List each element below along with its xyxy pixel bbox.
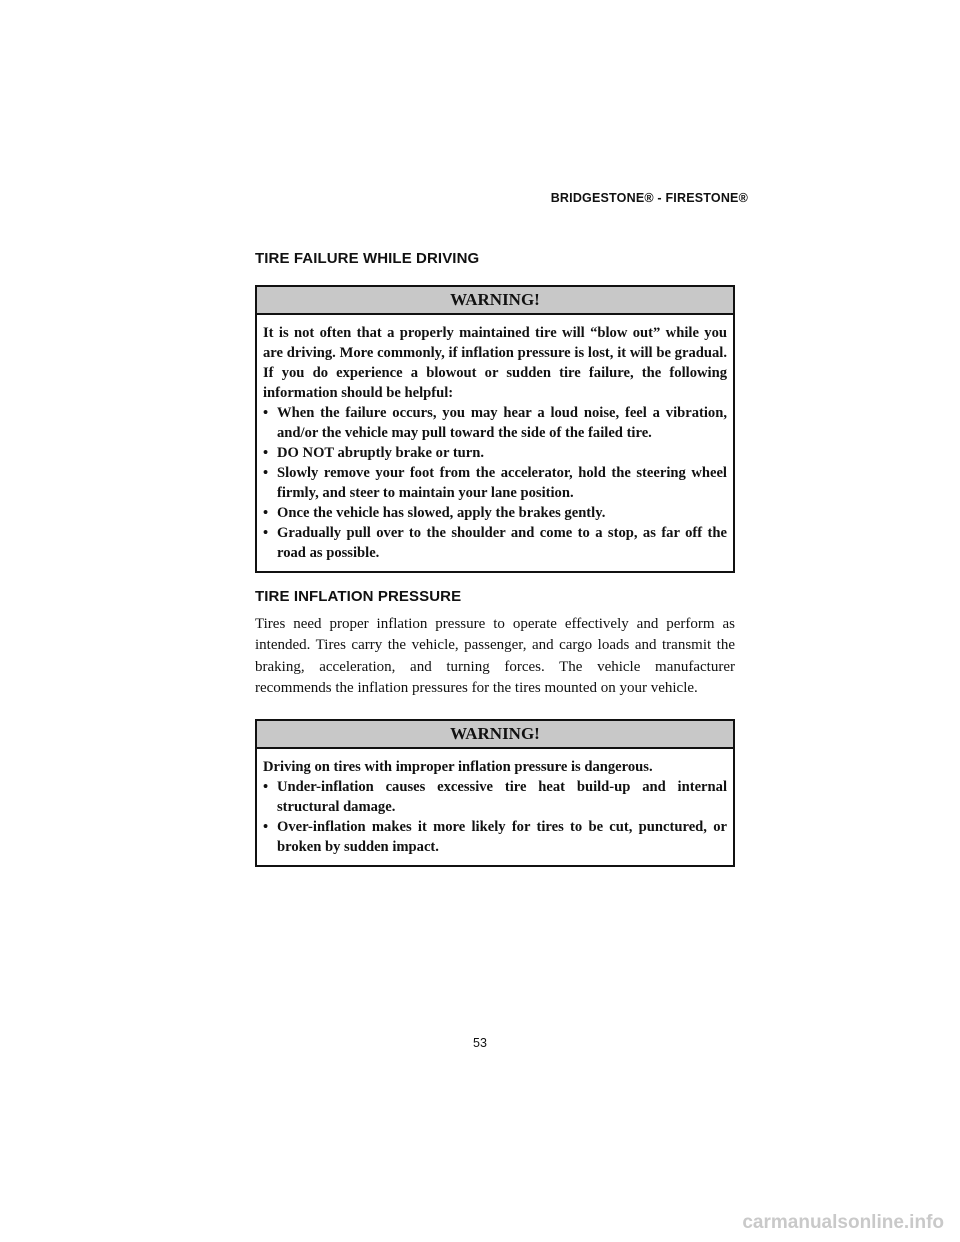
bullet-icon: • (263, 525, 269, 541)
bullet-icon: • (263, 818, 269, 835)
warning-item-text: When the failure occurs, you may hear a loud noise, feel a vibration, and/or the vehicle may pull toward the side of the failed tire. (277, 405, 727, 441)
warning-heading: WARNING! (257, 721, 733, 749)
warning-list-item (263, 523, 727, 563)
warning-body (257, 749, 733, 865)
warning-item-text: Under-inflation causes excessive tire heat build-up and internal structural damage. (277, 778, 727, 815)
page-number: 53 (473, 1036, 487, 1050)
warning-list-item (263, 503, 727, 523)
section-title-tire-failure: TIRE FAILURE WHILE DRIVING (255, 250, 480, 267)
bullet-icon: • (263, 505, 269, 521)
bullet-icon: • (263, 465, 269, 481)
warning-body (257, 315, 733, 571)
warning-intro: Driving on tires with improper inflation pressure is dangerous. (263, 758, 653, 775)
warning-heading: WARNING! (257, 287, 733, 315)
inflation-paragraph: Tires need proper inflation pressure to operate effectively and perform as intended. Tires carry the vehicle, passenger, and cargo loads and transmit the braking, acceleration, and turning forces. The vehicle manufacturer recommends the inflation pressures for the tires mounted on your vehicle. (255, 616, 735, 697)
warning-list-item (263, 403, 727, 443)
page-content (255, 250, 735, 867)
warning-list-item (263, 817, 727, 857)
warning-box-inflation (255, 719, 735, 867)
section-title-inflation-pressure: TIRE INFLATION PRESSURE (255, 588, 462, 605)
running-header: BRIDGESTONE® - FIRESTONE® (550, 191, 748, 205)
warning-item-text: Once the vehicle has slowed, apply the brakes gently. (277, 505, 606, 521)
warning-list-item (263, 443, 727, 463)
warning-box-tire-failure (255, 285, 735, 573)
bullet-icon: • (263, 778, 269, 795)
warning-list-item (263, 463, 727, 503)
warning-item-text: Gradually pull over to the shoulder and come to a stop, as far off the road as possible. (277, 525, 727, 561)
warning-item-text: Over-inflation makes it more likely for tires to be cut, punctured, or broken by sudden impact. (277, 818, 727, 855)
bullet-icon: • (263, 445, 269, 461)
warning-item-text: Slowly remove your foot from the accelerator, hold the steering wheel firmly, and steer to maintain your lane position. (277, 465, 727, 501)
watermark: carmanualsonline.info (742, 1212, 944, 1233)
warning-list (263, 403, 727, 563)
warning-intro: It is not often that a properly maintained tire will “blow out” while you are driving. More commonly, if inflation pressure is lost, it will be gradual. If you do experience a blowout or sudden tire failure, the following information should be helpful: (263, 325, 727, 401)
bullet-icon: • (263, 405, 269, 421)
warning-list-item (263, 777, 727, 817)
warning-item-text: DO NOT abruptly brake or turn. (277, 445, 485, 461)
warning-list (263, 777, 727, 857)
